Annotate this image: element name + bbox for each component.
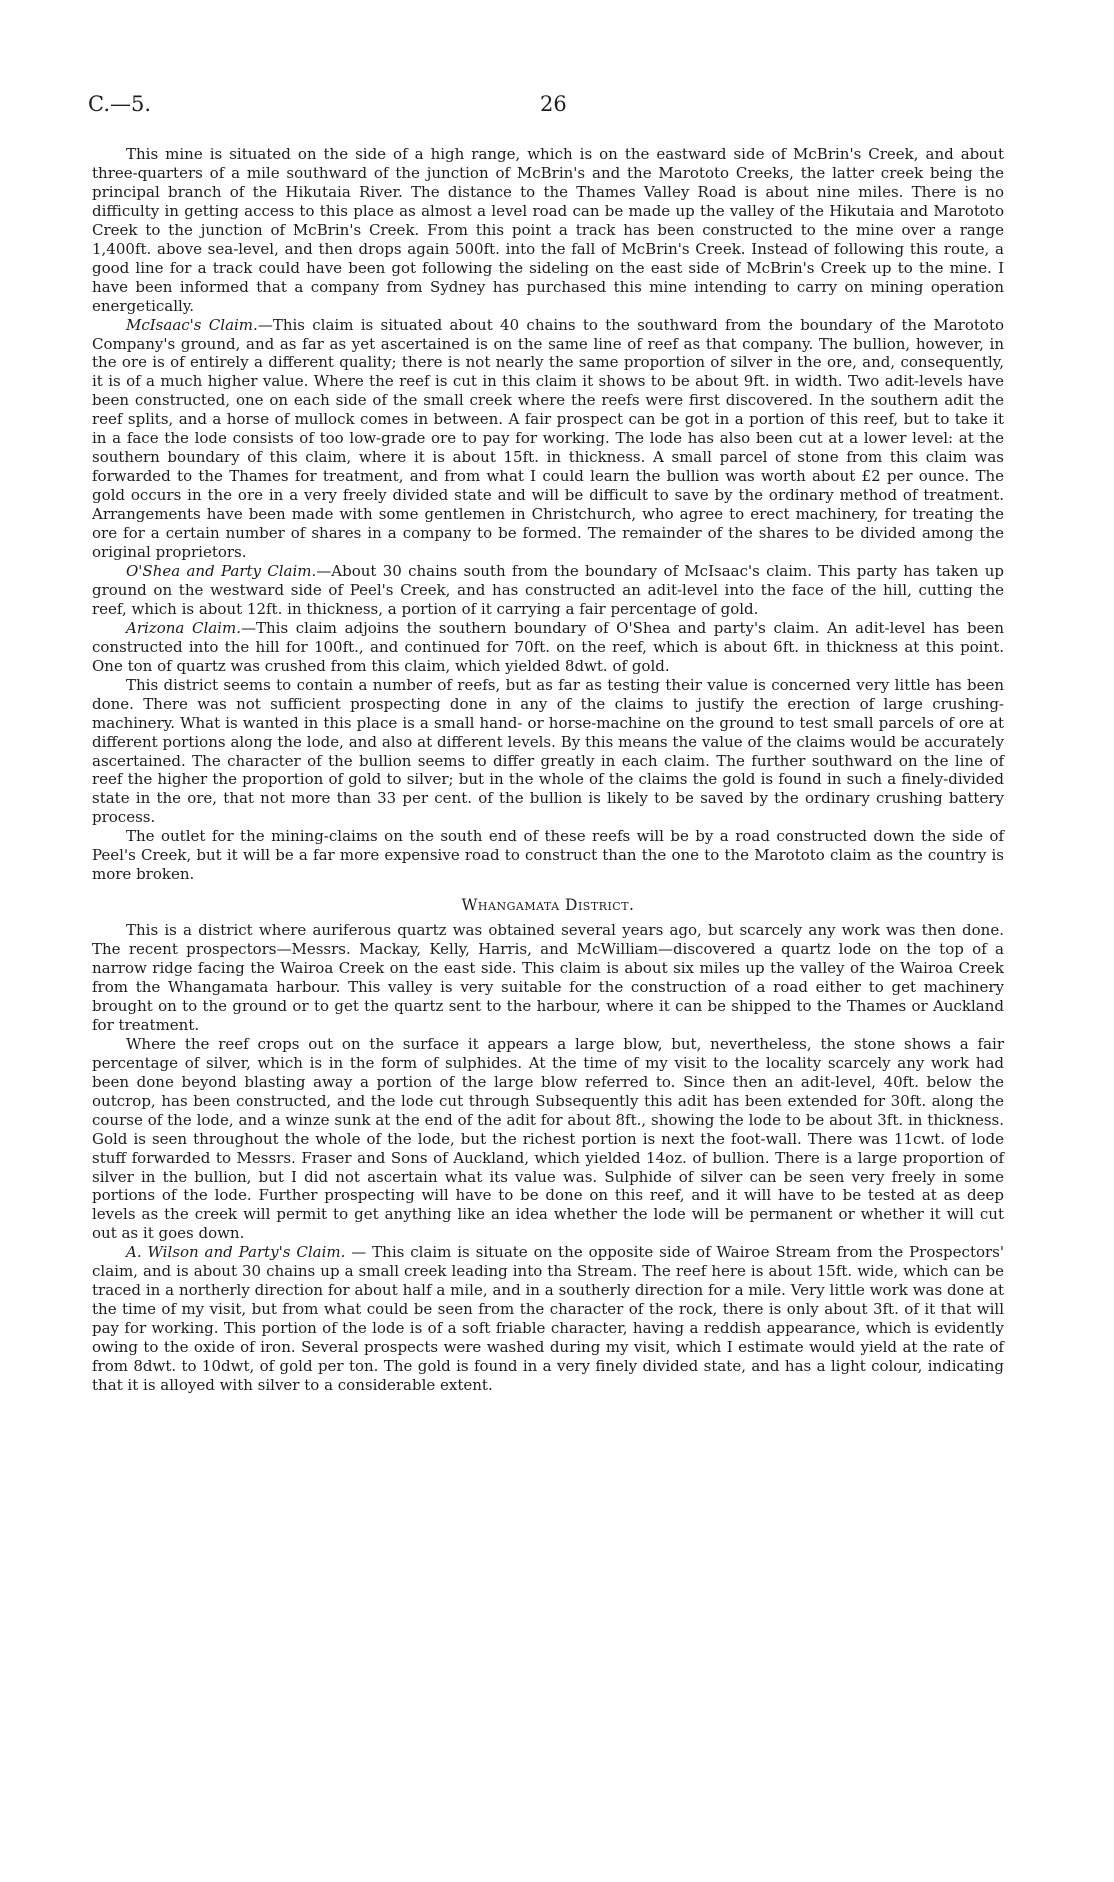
paragraph-whangamata-intro [92,921,1004,1035]
paragraph-wilson-claim [92,1243,1004,1395]
claim-title: McIsaac's Claim. [126,315,258,334]
paragraph-text: —This claim adjoins the southern boundary of O'Shea and party's claim. An adit-level has been constructed into the hill for 100ft., and continued for 70ft. on the reef, which is about 6ft. in thickness at this point. One ton of quartz was crushed from this claim, which yielded 8dwt. of gold. [92,618,1004,675]
section-heading-whangamata: Whangamata District. [461,896,635,915]
paragraph-text: —This claim is situated about 40 chains to the southward from the boundary of the Marototo Company's ground, and as far as yet ascertained is on the same line of reef as that company. The bullion, however, in the ore is of entirely a different quality; there is not nearly the same proportion of silver in the ore, and, consequently, it is of a much higher value. Where the reef is cut in this claim it shows to be about 9ft. in width. Two adit-levels have been constructed, one on each side of the small creek where the reefs were first discovered. In the southern adit the reef splits, and a horse of mullock comes in between. A fair prospect can be got in a portion of this reef, but to take it in a face the lode consists of too low-grade ore to pay for working. The lode has also been cut at a lower level: at the southern boundary of this claim, where it is about 15ft. in thickness. A small parcel of stone from this claim was forwarded to the Thames for treatment, and from what I could learn the bullion was worth about £2 per ounce. The gold occurs in the ore in a very freely divided state and will be difficult to save by the ordinary method of treatment. Arrangements have been made with some gentlemen in Christchurch, who agree to erect machinery, for treating the ore for a certain number of shares in a company to be formed. The remainder of the shares to be divided among the original proprietors. [92,315,1005,562]
claim-title: O'Shea and Party Claim. [126,561,317,580]
claim-title: Arizona Claim. [126,618,241,637]
paragraph-text: This district seems to contain a number of reefs, but as far as testing their value is concerned very little has been done. There was not sufficient prospecting done in any of the claims to justify the erection of large crushing-machinery. What is wanted in this place is a small hand- or horse-machine on the ground to test small parcels of ore at different portions along the lode, and also at different levels. By this means the value of the claims would be accurately ascertained. The character of the bullion seems to differ greatly in each claim. The further southward on the line of reef the higher the proportion of gold to silver; but in the whole of the claims the gold is found in such a finely-divided state in the ore, that not more than 33 per cent. of the bullion is likely to be saved by the ordinary crushing battery process. [92,675,1004,827]
paragraph-text: —About 30 chains south from the boundary of McIsaac's claim. This party has taken up ground on the westward side of Peel's Creek, and has constructed an adit-level into the face of the hill, cutting the reef, which is about 12ft. in thickness, a portion of it carrying a fair percentage of gold. [92,561,1004,618]
paragraph-outlet-road [92,827,1004,884]
paragraph-reef-outcrop [92,1035,1004,1243]
paragraph-text: This mine is situated on the side of a high range, which is on the eastward side of McBrin's Creek, and about three-quarters of a mile southward of the junction of McBrin's and the Marototo Creeks, the latter creek being the principal branch of the Hikutaia River. The distance to the Thames Valley Road is about nine miles. There is no difficulty in getting access to this place as almost a level road can be made up the valley of the Hikutaia and Marototo Creek to the junction of McBrin's Creek. From this point a track has been constructed to the mine over a range 1,400ft. above sea-level, and then drops again 500ft. into the fall of McBrin's Creek. Instead of following this route, a good line for a track could have been got following the sideling on the east side of McBrin's Creek up to the mine. I have been informed that a company from Sydney has purchased this mine intending to carry on mining operation energetically. [92,145,1004,315]
paragraph-arizona-claim [92,619,1004,676]
paragraph-district-reefs [92,676,1004,828]
paragraph-mcisaacs-claim [92,316,1004,562]
document-reference: C.—5. [88,92,152,116]
page-number: 26 [540,92,567,116]
paragraph-mine-location [92,145,1004,316]
claim-title: A. Wilson and Party's Claim. [126,1243,346,1262]
page-header [88,92,1018,122]
paragraph-text: This is a district where auriferous quartz was obtained several years ago, but scarcely any work was then done. The recent prospectors—Messrs. Mackay, Kelly, Harris, and McWilliam—discovered a quartz lode on the top of a narrow ridge facing the Wairoa Creek on the east side. This claim is about six miles up the valley of the Wairoa Creek from the Whangamata harbour. This valley is very suitable for the construction of a road either to get machinery brought on to the ground or to get the quartz sent to the harbour, where it can be shipped to the Thames or Auckland for treatment. [92,921,1004,1034]
paragraph-text: Where the reef crops out on the surface it appears a large blow, but, nevertheless, the stone shows a fair percentage of silver, which is in the form of sulphides. At the time of my visit to the locality scarcely any work had been done beyond blasting away a portion of the large blow referred to. Since then an adit-level, 40ft. below the outcrop, has been constructed, and the lode cut through Subsequently this adit has been extended for 30ft. along the course of the lode, and a winze sunk at the end of the adit for about 8ft., showing the lode to be about 3ft. in thickness. Gold is seen throughout the whole of the lode, but the richest portion is next the foot-wall. There was 11cwt. of lode stuff forwarded to Messrs. Fraser and Sons of Auckland, which yielded 14oz. of bullion. There is a large proportion of silver in the bullion, but I did not ascertain what its value was. Sulphide of silver can be seen very freely in some portions of the lode. Further prospecting will have to be done on this reef, and it will have to be tested at as deep levels as the creek will permit to get anything like an idea whether the lode will be permanent or whether it will cut out as it goes down. [92,1034,1004,1243]
paragraph-text: — This claim is situate on the opposite side of Wairoe Stream from the Prospectors' claim, and is about 30 chains up a small creek leading into tha Stream. The reef here is about 15ft. wide, which can be traced in a northerly direction for about half a mile, and in a southerly direction for a mile. Very little work was done at the time of my visit, but from what could be seen from the character of the rock, there is only about 3ft. of it that will pay for working. This portion of the lode is of a soft friable character, having a reddish appearance, which is evidently owing to the oxide of iron. Several prospects were washed during my visit, which I estimate would yield at the rate of from 8dwt. to 10dwt, of gold per ton. The gold is found in a very finely divided state, and has a light colour, indicating that it is alloyed with silver to a considerable extent. [92,1243,1004,1394]
paragraph-oshea-claim [92,562,1004,619]
document-body [92,145,1004,1395]
paragraph-text: The outlet for the mining-claims on the south end of these reefs will be by a road constructed down the side of Peel's Creek, but it will be a far more expensive road to construct than the one to the Marototo claim as the country is more broken. [92,827,1004,884]
